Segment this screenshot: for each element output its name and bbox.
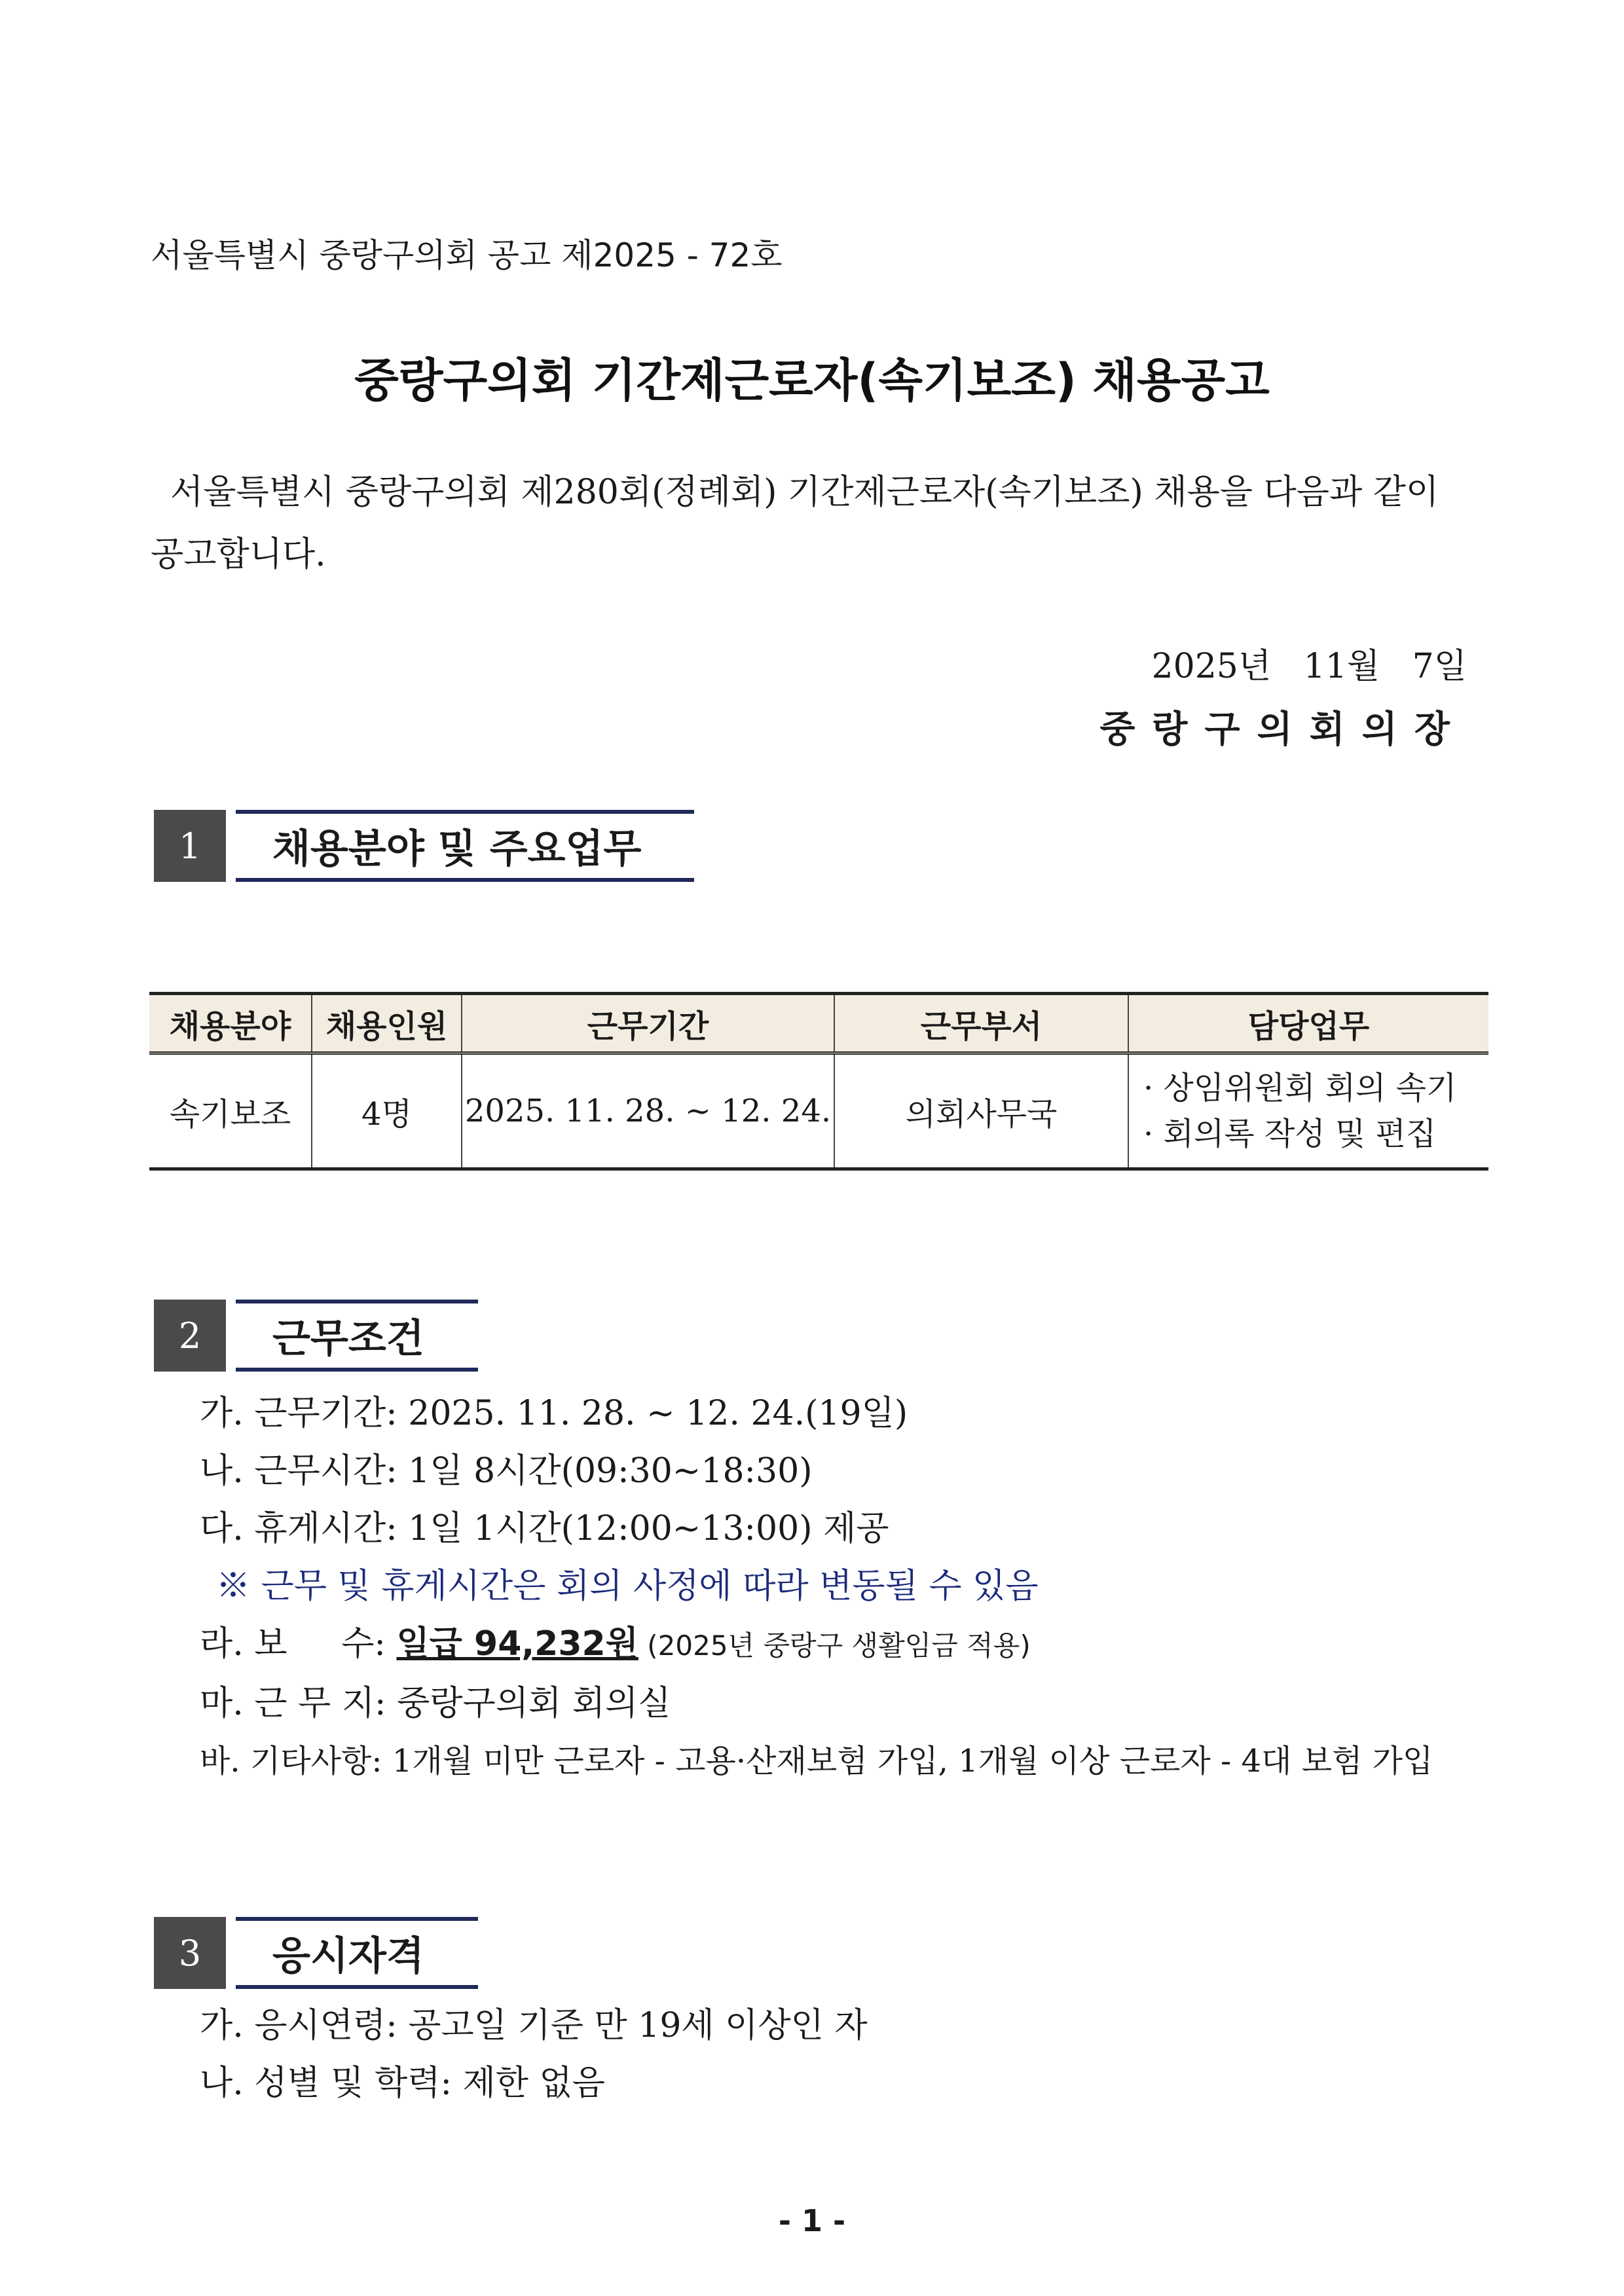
- table-header: 담당업무: [1128, 994, 1488, 1053]
- table-header: 채용인원: [312, 994, 462, 1053]
- qualification-age: 가. 응시연령: 공고일 기준 만 19세 이상인 자: [200, 2006, 868, 2045]
- section-number-1: 1: [154, 810, 226, 882]
- condition-location: 마. 근 무 지: 중랑구의회 회의실: [200, 1684, 671, 1723]
- notice-number: 서울특별시 중랑구의회 공고 제2025 - 72호: [151, 236, 783, 274]
- pay-amount: 일급 94,232원: [396, 1624, 638, 1664]
- condition-break: 다. 휴게시간: 1일 1시간(12:00~13:00) 제공: [200, 1509, 889, 1548]
- cell-count: 4명: [312, 1053, 462, 1169]
- conditions-list: [200, 1385, 1433, 1790]
- jobs-table: [149, 992, 1488, 1171]
- section-number-3: 3: [154, 1917, 226, 1989]
- pay-note: (2025년 중랑구 생활임금 적용): [638, 1630, 1031, 1662]
- intro-paragraph: 서울특별시 중랑구의회 제280회(정례회) 기간제근로자(속기보조) 채용을 다음과 같이 공고합니다.: [151, 473, 1439, 574]
- cell-dept: 의회사무국: [834, 1053, 1128, 1169]
- table-header-row: [149, 994, 1488, 1053]
- notice-date: 2025년 11월 7일: [1151, 647, 1467, 686]
- qualification-gender-education: 나. 성별 및 학력: 제한 없음: [200, 2064, 606, 2103]
- condition-hours: 나. 근무시간: 1일 8시간(09:30~18:30): [200, 1451, 813, 1491]
- section-title-1: 채용분야 및 주요업무: [236, 810, 694, 882]
- page-title: 중랑구의회 기간제근로자(속기보조) 채용공고: [354, 354, 1270, 407]
- condition-pay: [200, 1615, 1433, 1675]
- table-row: [149, 1053, 1488, 1169]
- section-number-2: 2: [154, 1300, 226, 1372]
- cell-period: 2025. 11. 28. ~ 12. 24.: [462, 1053, 834, 1169]
- pay-label: 라. 보 수:: [200, 1624, 397, 1664]
- table-header: 근무기간: [462, 994, 834, 1053]
- cell-duties: [1128, 1053, 1488, 1169]
- qualifications-list: [200, 1997, 868, 2112]
- table-header: 채용분야: [149, 994, 312, 1053]
- condition-note: ※ 근무 및 휴게시간은 회의 사정에 따라 변동될 수 있음: [216, 1567, 1039, 1606]
- issuer: 중랑구의회의장: [1099, 708, 1467, 751]
- page-number: - 1 -: [778, 2203, 846, 2238]
- duty-item: · 회의록 작성 및 편집: [1143, 1116, 1437, 1152]
- table-header: 근무부서: [834, 994, 1128, 1053]
- condition-period: 가. 근무기간: 2025. 11. 28. ~ 12. 24.(19일): [200, 1394, 908, 1433]
- section-title-2: 근무조건: [236, 1300, 478, 1372]
- cell-field: 속기보조: [149, 1053, 312, 1169]
- section-title-3: 응시자격: [236, 1917, 478, 1989]
- duty-item: · 상임위원회 회의 속기: [1143, 1070, 1457, 1106]
- condition-other: 바. 기타사항: 1개월 미만 근로자 - 고용·산재보험 가입, 1개월 이상 근로자 - 4대 보험 가입: [200, 1743, 1433, 1779]
